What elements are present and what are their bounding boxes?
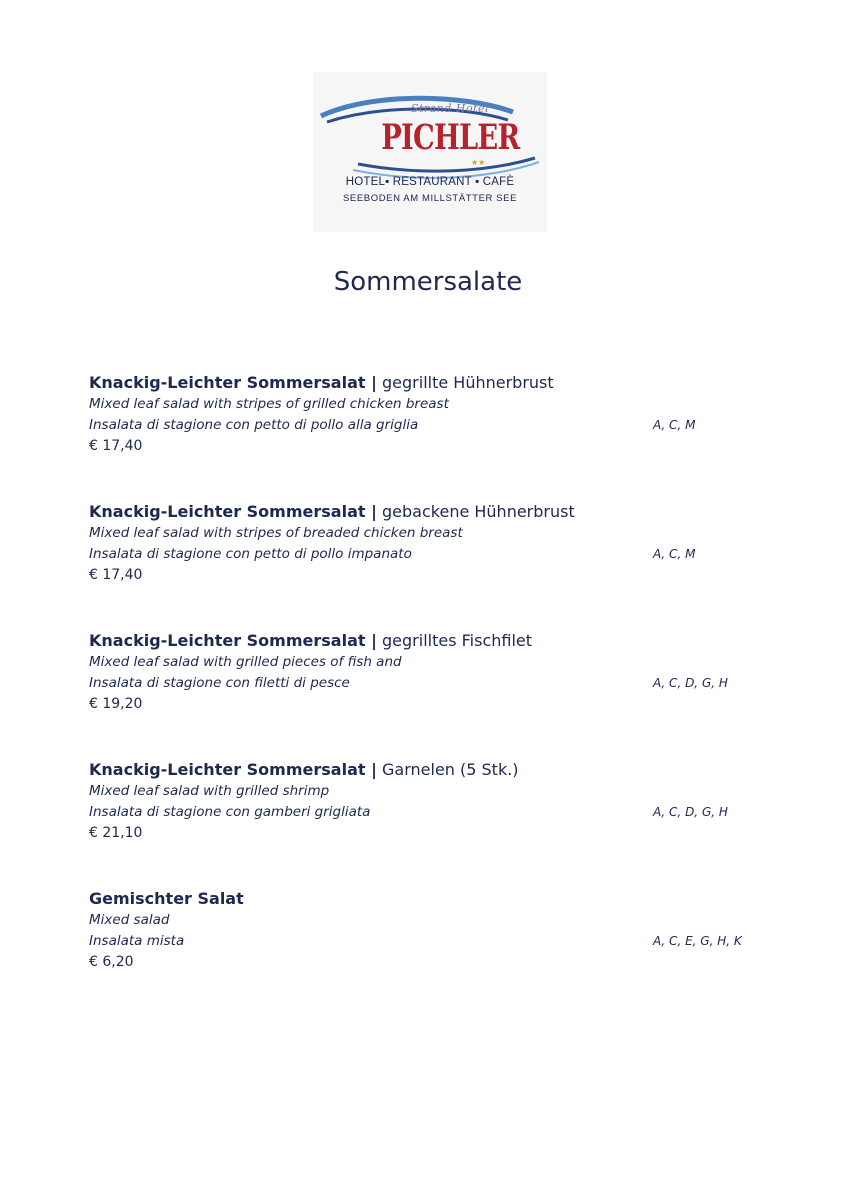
item-description-italian: Insalata di stagione con gamberi grigliata: [89, 804, 371, 820]
page-title: Sommersalate: [333, 267, 523, 298]
item-description-english: Mixed leaf salad with grilled shrimp: [89, 783, 330, 799]
item-allergens: A, C, M: [653, 547, 696, 561]
item-title: [89, 501, 789, 523]
item-description-english: Mixed leaf salad with grilled pieces of fish and: [89, 654, 402, 670]
menu-item: [89, 501, 789, 586]
item-description-italian: Insalata di stagione con filetti di pesce: [89, 675, 350, 691]
item-description-english: Mixed salad: [89, 912, 170, 928]
item-allergens: A, C, M: [653, 418, 696, 432]
item-price: € 17,40: [89, 438, 143, 454]
item-variant: gegrilltes Fischfilet: [382, 631, 533, 650]
item-title: [89, 630, 789, 652]
item-name: Knackig-Leichter Sommersalat |: [89, 502, 377, 521]
item-variant: gegrillte Hühnerbrust: [382, 373, 554, 392]
item-description-english: Mixed leaf salad with stripes of breaded chicken breast: [89, 525, 463, 541]
item-description-italian-row: [89, 544, 789, 565]
item-description-italian: Insalata di stagione con petto di pollo alla griglia: [89, 417, 419, 433]
logo-location: SEEBODEN AM MILLSTÄTTER SEE: [342, 193, 518, 204]
item-description-italian-row: [89, 931, 789, 952]
item-price: € 21,10: [89, 825, 143, 841]
item-name: Knackig-Leichter Sommersalat |: [89, 760, 377, 779]
item-price: € 17,40: [89, 567, 143, 583]
hotel-logo: [313, 72, 547, 232]
item-description-italian-row: [89, 802, 789, 823]
item-allergens: A, C, E, G, H, K: [653, 934, 742, 948]
menu-item: [89, 630, 789, 715]
item-name: Gemischter Salat: [89, 889, 244, 908]
item-allergens: A, C, D, G, H: [653, 805, 728, 819]
logo-stars: ★★: [471, 158, 486, 167]
item-name: Knackig-Leichter Sommersalat |: [89, 373, 377, 392]
item-allergens: A, C, D, G, H: [653, 676, 728, 690]
menu-item: [89, 759, 789, 844]
item-description-italian-row: [89, 673, 789, 694]
logo-tagline: HOTEL▪ RESTAURANT ▪ CAFÈ: [345, 176, 515, 188]
item-description-italian: Insalata di stagione con petto di pollo impanato: [89, 546, 412, 562]
item-name: Knackig-Leichter Sommersalat |: [89, 631, 377, 650]
item-price: € 6,20: [89, 954, 134, 970]
menu-item: [89, 372, 789, 457]
item-description-english: Mixed leaf salad with stripes of grilled chicken breast: [89, 396, 449, 412]
item-price: € 19,20: [89, 696, 143, 712]
logo-brand-name: PICHLER: [381, 117, 520, 158]
item-title: [89, 372, 789, 394]
item-title: [89, 888, 789, 910]
menu-item: [89, 888, 789, 973]
item-title: [89, 759, 789, 781]
item-description-italian-row: [89, 415, 789, 436]
item-description-italian: Insalata mista: [89, 933, 185, 949]
item-variant: Garnelen (5 Stk.): [382, 760, 519, 779]
item-variant: gebackene Hühnerbrust: [382, 502, 575, 521]
logo-script-text: Strand Hotel: [410, 102, 490, 115]
